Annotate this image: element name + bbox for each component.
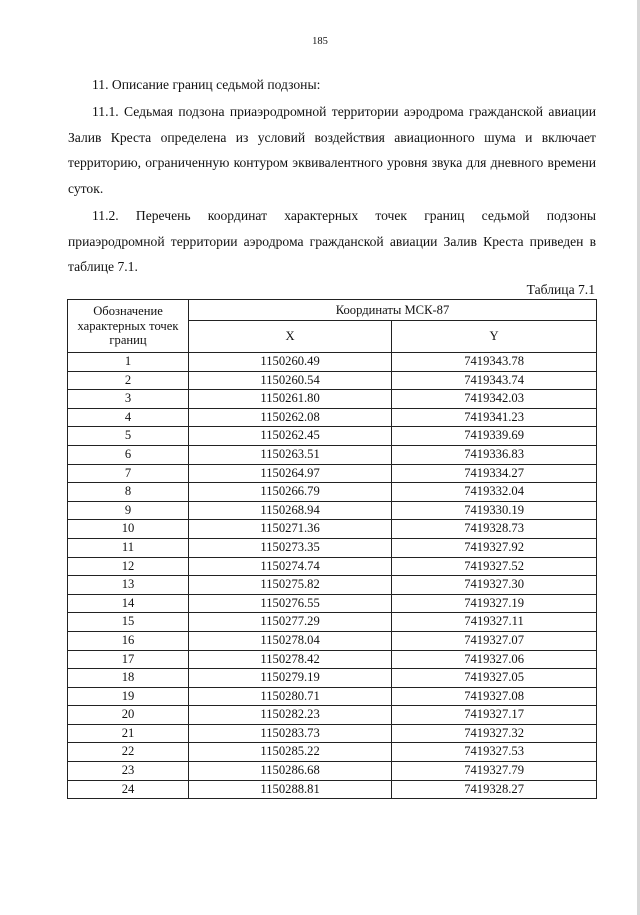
y-coordinate-cell: 7419327.08 [392,687,597,706]
x-coordinate-cell: 1150283.73 [189,724,392,743]
table-row [68,371,597,390]
point-number-cell: 18 [68,669,189,688]
point-number-cell: 20 [68,706,189,725]
table-row [68,687,597,706]
paragraph-coordinates-list: 11.2. Перечень координат характерных точек границ седьмой подзоны приаэродромной территории аэродрома гражданской авиации Залив Креста приведен в таблице 7.1. [68,208,596,275]
table-row [68,557,597,576]
x-coordinate-cell: 1150274.74 [189,557,392,576]
x-coordinate-cell: 1150271.36 [189,520,392,539]
table-row [68,464,597,483]
x-coordinate-cell: 1150278.04 [189,631,392,650]
y-coordinate-cell: 7419343.74 [392,371,597,390]
point-number-cell: 13 [68,576,189,595]
coordinates-table [67,299,597,799]
point-number-cell: 17 [68,650,189,669]
point-number-cell: 11 [68,538,189,557]
x-coordinate-cell: 1150268.94 [189,501,392,520]
point-number-cell: 14 [68,594,189,613]
point-number-cell: 4 [68,408,189,427]
y-coordinate-cell: 7419327.30 [392,576,597,595]
y-coordinate-cell: 7419327.11 [392,613,597,632]
x-coordinate-cell: 1150260.54 [189,371,392,390]
section-heading: 11. Описание границ седьмой подзоны: [92,77,321,92]
x-coordinate-cell: 1150276.55 [189,594,392,613]
point-number-cell: 10 [68,520,189,539]
x-coordinate-cell: 1150264.97 [189,464,392,483]
point-number-cell: 7 [68,464,189,483]
x-coordinate-cell: 1150280.71 [189,687,392,706]
table-row [68,594,597,613]
point-number-cell: 15 [68,613,189,632]
point-number-cell: 9 [68,501,189,520]
y-coordinate-cell: 7419327.07 [392,631,597,650]
x-coordinate-cell: 1150286.68 [189,762,392,781]
paragraph-subzone-description: 11.1. Седьмая подзона приаэродромной территории аэродрома гражданской авиации Залив Креста определена из условий воздействия авиационного шума и включает территорию, ограниченную контуром эквивалентного уровня звука для дневного времени суток. [68,104,596,196]
y-coordinate-cell: 7419328.27 [392,780,597,799]
x-coordinate-cell: 1150282.23 [189,706,392,725]
header-coordinate-system: Координаты МСК-87 [189,300,597,321]
header-designation: Обозначение характерных точек границ [68,300,189,353]
table-row [68,743,597,762]
point-number-cell: 6 [68,445,189,464]
x-coordinate-cell: 1150260.49 [189,353,392,372]
table-row [68,445,597,464]
y-coordinate-cell: 7419336.83 [392,445,597,464]
point-number-cell: 8 [68,483,189,502]
point-number-cell: 3 [68,390,189,409]
y-coordinate-cell: 7419327.06 [392,650,597,669]
y-coordinate-cell: 7419343.78 [392,353,597,372]
y-coordinate-cell: 7419327.19 [392,594,597,613]
header-y: Y [392,321,597,353]
table-row [68,780,597,799]
point-number-cell: 22 [68,743,189,762]
y-coordinate-cell: 7419327.53 [392,743,597,762]
x-coordinate-cell: 1150285.22 [189,743,392,762]
y-coordinate-cell: 7419327.92 [392,538,597,557]
page-number: 185 [312,36,328,47]
table-row [68,408,597,427]
table-row [68,353,597,372]
y-coordinate-cell: 7419342.03 [392,390,597,409]
y-coordinate-cell: 7419330.19 [392,501,597,520]
table-row [68,501,597,520]
table-row [68,390,597,409]
x-coordinate-cell: 1150273.35 [189,538,392,557]
table-caption: Таблица 7.1 [526,282,595,297]
table-row [68,576,597,595]
point-number-cell: 21 [68,724,189,743]
y-coordinate-cell: 7419328.73 [392,520,597,539]
table-row [68,706,597,725]
header-x: X [189,321,392,353]
point-number-cell: 2 [68,371,189,390]
point-number-cell: 24 [68,780,189,799]
table-row [68,762,597,781]
table-row [68,483,597,502]
x-coordinate-cell: 1150279.19 [189,669,392,688]
x-coordinate-cell: 1150288.81 [189,780,392,799]
table-body [68,353,597,799]
table-row [68,650,597,669]
point-number-cell: 1 [68,353,189,372]
x-coordinate-cell: 1150277.29 [189,613,392,632]
point-number-cell: 12 [68,557,189,576]
x-coordinate-cell: 1150262.08 [189,408,392,427]
x-coordinate-cell: 1150262.45 [189,427,392,446]
table-row [68,724,597,743]
y-coordinate-cell: 7419327.79 [392,762,597,781]
y-coordinate-cell: 7419334.27 [392,464,597,483]
table-row [68,520,597,539]
x-coordinate-cell: 1150263.51 [189,445,392,464]
table-row [68,669,597,688]
point-number-cell: 23 [68,762,189,781]
x-coordinate-cell: 1150275.82 [189,576,392,595]
y-coordinate-cell: 7419332.04 [392,483,597,502]
y-coordinate-cell: 7419327.32 [392,724,597,743]
y-coordinate-cell: 7419339.69 [392,427,597,446]
x-coordinate-cell: 1150266.79 [189,483,392,502]
x-coordinate-cell: 1150261.80 [189,390,392,409]
table-row [68,613,597,632]
point-number-cell: 5 [68,427,189,446]
y-coordinate-cell: 7419341.23 [392,408,597,427]
y-coordinate-cell: 7419327.05 [392,669,597,688]
y-coordinate-cell: 7419327.17 [392,706,597,725]
point-number-cell: 16 [68,631,189,650]
table-row [68,538,597,557]
x-coordinate-cell: 1150278.42 [189,650,392,669]
point-number-cell: 19 [68,687,189,706]
table-row [68,427,597,446]
y-coordinate-cell: 7419327.52 [392,557,597,576]
table-row [68,631,597,650]
